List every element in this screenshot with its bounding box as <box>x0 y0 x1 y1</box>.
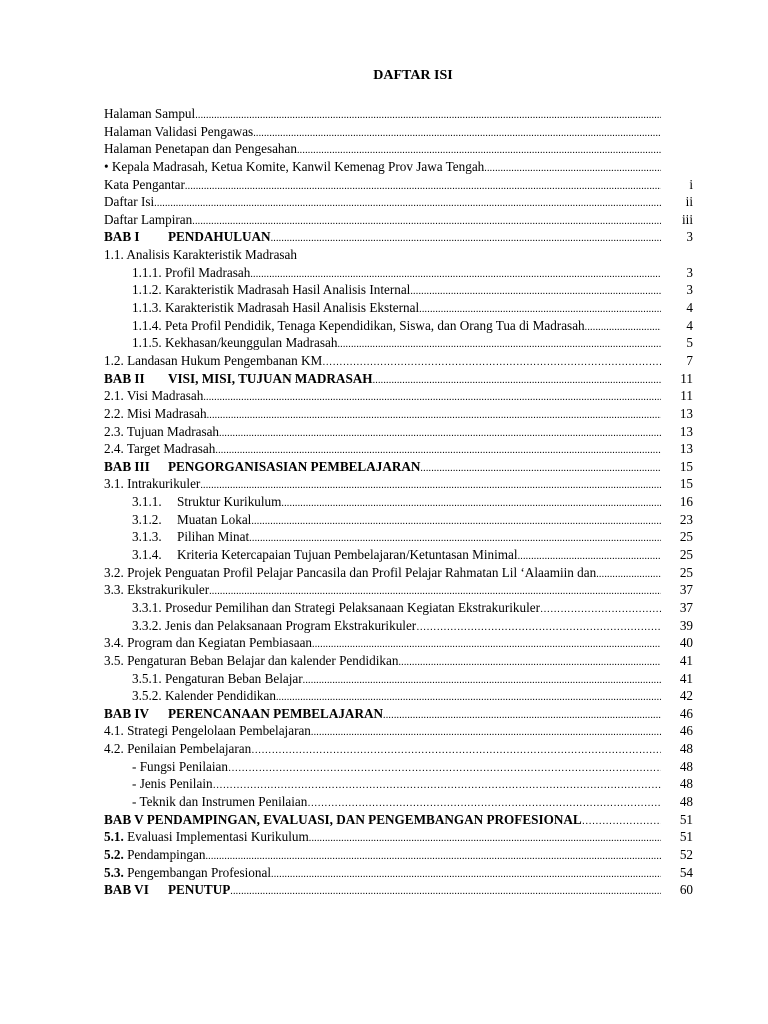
entry-number: 3.1.3. <box>132 529 162 545</box>
toc-subsection-1-1-3: 1.1.3. Karakteristik Madrasah Hasil Analisis Eksternal ..... 4 <box>104 299 693 317</box>
toc-entry-halaman-validasi: Halaman Validasi Pengawas ..... <box>104 123 693 141</box>
toc-entry-daftar-lampiran: Daftar Lampiran ..... iii <box>104 211 693 229</box>
chapter-title: PENUTUP <box>168 882 231 898</box>
toc-section-4-1: 4.1. Strategi Pengelolaan Pembelajaran ..... 46 <box>104 722 693 740</box>
entry-title: Kriteria Ketercapaian Tujuan Pembelajaran/Ketuntasan Minimal <box>177 547 518 563</box>
page-title: DAFTAR ISI <box>373 68 453 83</box>
entry-title: Struktur Kurikulum <box>177 494 282 510</box>
entry-title: Pengembangan Profesional <box>127 864 272 880</box>
toc-item-teknik-instrumen: - Teknik dan Instrumen Penilaian ………………………………………………………………………………………………………………………………………… 48 <box>104 793 693 811</box>
toc-subsection-3-5-1: 3.5.1. Pengaturan Beban Belajar ..... 41 <box>104 670 693 688</box>
toc-chapter-bab-5: BAB V PENDAMPINGAN, EVALUASI, DAN PENGEMBANGAN PROFESIONAL ………………………………………………………………………………………………………………………………………… 51 <box>104 811 693 829</box>
toc-section-2-4: 2.4. Target Madrasah ..... 13 <box>104 440 693 458</box>
chapter-number: BAB VI <box>104 882 149 898</box>
toc-subsection-1-1-1: 1.1.1. Profil Madrasah ..... 3 <box>104 264 693 282</box>
toc-item-jenis-penilain: - Jenis Penilain ………………………………………………………………………………………………………………………………………… 48 <box>104 775 693 793</box>
toc-subsection-3-1-4: 3.1.4. Kriteria Ketercapaian Tujuan Pembelajaran/Ketuntasan Minimal ..... 25 <box>104 546 693 564</box>
entry-title: Evaluasi Implementasi Kurikulum <box>127 829 309 845</box>
chapter-title: PENDAHULUAN <box>168 229 271 245</box>
toc-subsection-1-1-4: 1.1.4. Peta Profil Pendidik, Tenaga Kependidikan, Siswa, dan Orang Tua di Madrasah ..... 4 <box>104 317 693 335</box>
toc-section-2-1: 2.1. Visi Madrasah ..... 11 <box>104 387 693 405</box>
entry-number: 3.1.2. <box>132 511 162 527</box>
chapter-title: VISI, MISI, TUJUAN MADRASAH <box>168 370 373 386</box>
entry-number: 5.2. <box>104 846 124 862</box>
toc-entry-kepala-madrasah: • Kepala Madrasah, Ketua Komite, Kanwil Kemenag Prov Jawa Tengah ..... <box>104 158 693 176</box>
toc-entry-halaman-sampul: Halaman Sampul ..... <box>104 105 693 123</box>
toc-section-3-1: 3.1. Intrakurikuler ..... 15 <box>104 475 693 493</box>
toc-entry-halaman-penetapan: Halaman Penetapan dan Pengesahan ..... <box>104 140 693 158</box>
toc-chapter-bab-4: BAB IV PERENCANAAN PEMBELAJARAN ..... 46 <box>104 705 693 723</box>
entry-number: 3.1.4. <box>132 547 162 563</box>
toc-section-5-1: 5.1. Evaluasi Implementasi Kurikulum ..... 51 <box>104 828 693 846</box>
entry-number: 3.1.1. <box>132 494 162 510</box>
toc-subsection-1-1-5: 1.1.5. Kekhasan/keunggulan Madrasah ..... 5 <box>104 334 693 352</box>
toc-section-1-1: 1.1. Analisis Karakteristik Madrasah <box>104 247 298 263</box>
toc-chapter-bab-2: BAB II VISI, MISI, TUJUAN MADRASAH ..... 11 <box>104 370 693 388</box>
toc-section-3-2: 3.2. Projek Penguatan Profil Pelajar Pancasila dan Profil Pelajar Rahmatan Lil ‘Alaamiin dan ..... 25 <box>104 564 693 582</box>
toc-subsection-3-3-1: 3.3.1. Prosedur Pemilihan dan Strategi Pelaksanaan Kegiatan Ekstrakurikuler ………………………………………………………………………………………………………………………………………… 37 <box>104 599 693 617</box>
toc-chapter-bab-3: BAB III PENGORGANISASIAN PEMBELAJARAN ..... 15 <box>104 458 693 476</box>
toc-entry-daftar-isi: Daftar Isi ..... ii <box>104 193 693 211</box>
toc-section-3-4: 3.4. Program dan Kegiatan Pembiasaan ..... 40 <box>104 634 693 652</box>
entry-title: Pendampingan <box>127 846 206 862</box>
toc-section-5-2: 5.2. Pendampingan ..... 52 <box>104 846 693 864</box>
entry-title: Muatan Lokal <box>177 511 252 527</box>
toc-item-fungsi-penilaian: - Fungsi Penilaian ………………………………………………………………………………………………………………………………………… 48 <box>104 758 693 776</box>
chapter-title: PERENCANAAN PEMBELAJARAN <box>168 705 384 721</box>
toc-subsection-1-1-2: 1.1.2. Karakteristik Madrasah Hasil Analisis Internal ..... 3 <box>104 281 693 299</box>
entry-title: Pilihan Minat <box>177 529 250 545</box>
toc-section-2-3: 2.3. Tujuan Madrasah ..... 13 <box>104 423 693 441</box>
toc-subsection-3-5-2: 3.5.2. Kalender Pendidikan ..... 42 <box>104 687 693 705</box>
toc-section-5-3: 5.3. Pengembangan Profesional ..... 54 <box>104 864 693 882</box>
table-of-contents <box>104 105 693 899</box>
toc-section-3-3: 3.3. Ekstrakurikuler ..... 37 <box>104 581 693 599</box>
toc-subsection-3-3-2: 3.3.2. Jenis dan Pelaksanaan Program Ekstrakurikuler ………………………………………………………………………………………………………………………………………… 39 <box>104 617 693 635</box>
toc-chapter-bab-1: BAB I PENDAHULUAN ..... 3 <box>104 228 693 246</box>
toc-subsection-3-1-1: 3.1.1. Struktur Kurikulum ..... 16 <box>104 493 693 511</box>
toc-section-4-2: 4.2. Penilaian Pembelajaran ………………………………………………………………………………………………………………………………………… 48 <box>104 740 693 758</box>
toc-section-3-5: 3.5. Pengaturan Beban Belajar dan kalender Pendidikan ..... 41 <box>104 652 693 670</box>
toc-chapter-bab-6: BAB VI PENUTUP ..... 60 <box>104 881 693 899</box>
entry-number: 5.1. <box>104 829 124 845</box>
chapter-title: PENGORGANISASIAN PEMBELAJARAN <box>168 458 421 474</box>
entry-number: 5.3. <box>104 864 124 880</box>
chapter-number: BAB III <box>104 458 150 474</box>
toc-subsection-3-1-2: 3.1.2. Muatan Lokal ..... 23 <box>104 511 693 529</box>
toc-entry-kata-pengantar: Kata Pengantar ..... i <box>104 176 693 194</box>
chapter-number: BAB I <box>104 229 140 245</box>
chapter-number: BAB II <box>104 370 145 386</box>
chapter-number: BAB IV <box>104 705 150 721</box>
toc-section-2-2: 2.2. Misi Madrasah ..... 13 <box>104 405 693 423</box>
toc-subsection-3-1-3: 3.1.3. Pilihan Minat ..... 25 <box>104 528 693 546</box>
toc-section-1-2: 1.2. Landasan Hukum Pengembanan KM ………………………………………………………………………………………………………………………………………… 7 <box>104 352 693 370</box>
